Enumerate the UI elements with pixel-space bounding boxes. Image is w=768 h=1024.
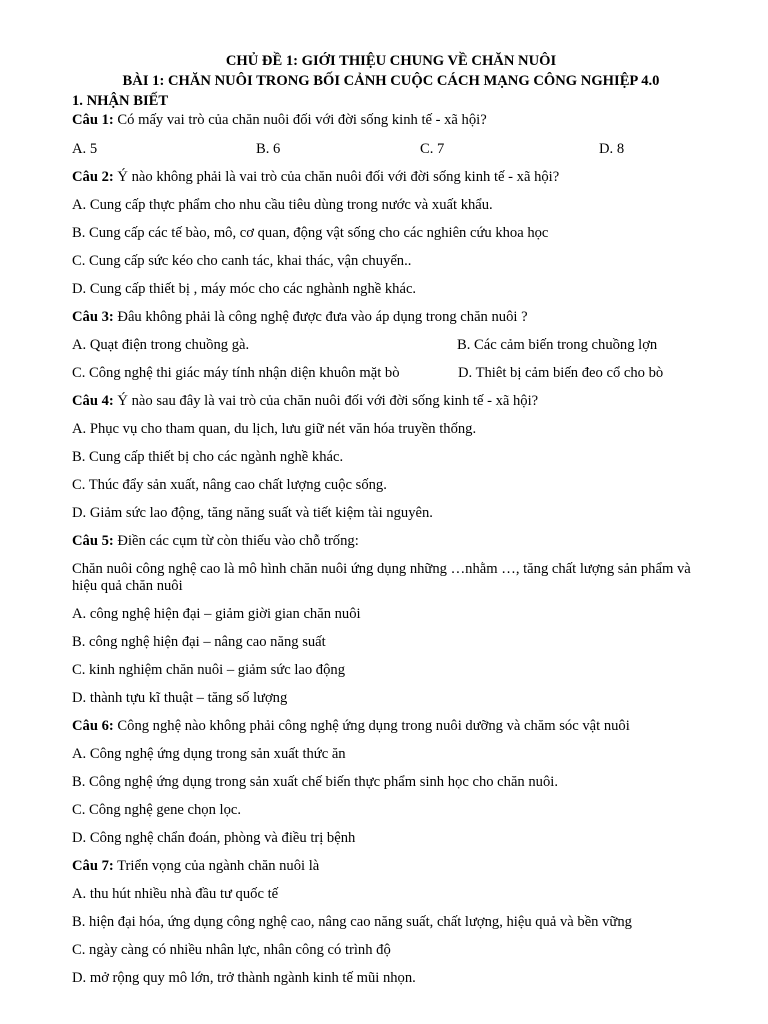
question-label: Câu 7: bbox=[72, 858, 114, 874]
option-a: A. thu hút nhiều nhà đầu tư quốc tế bbox=[72, 886, 279, 902]
option-b: B. 6 bbox=[256, 141, 281, 157]
question-label: Câu 6: bbox=[72, 718, 114, 734]
option-d: D. Công nghệ chẩn đoán, phòng và điều trị bệnh bbox=[72, 830, 356, 846]
question-label: Câu 2: bbox=[72, 169, 114, 185]
topic-title: CHỦ ĐỀ 1: GIỚI THIỆU CHUNG VỀ CHĂN NUÔI bbox=[225, 53, 557, 69]
options-row bbox=[72, 365, 710, 382]
option-b: B. hiện đại hóa, ứng dụng công nghệ cao, nâng cao năng suất, chất lượng, hiệu quả và bền vững bbox=[72, 914, 632, 930]
option-b: B. Cung cấp các tế bào, mô, cơ quan, động vật sống cho các nghiên cứu khoa học bbox=[72, 225, 549, 241]
option-d: D. mở rộng quy mô lớn, trở thành ngành kinh tế mũi nhọn. bbox=[72, 970, 416, 986]
option-b: B. Các cảm biến trong chuồng lợn bbox=[457, 337, 658, 353]
section-heading: 1. NHẬN BIẾT bbox=[72, 93, 169, 109]
option-a: A. 5 bbox=[72, 141, 98, 157]
question-text: Triển vọng của ngành chăn nuôi là bbox=[113, 858, 320, 874]
option-a: A. Phục vụ cho tham quan, du lịch, lưu giữ nét văn hóa truyền thống. bbox=[72, 421, 477, 437]
option-c: C. 7 bbox=[420, 141, 445, 157]
option-b: B. Công nghệ ứng dụng trong sản xuất chế biến thực phẩm sinh học cho chăn nuôi. bbox=[72, 774, 558, 790]
question-stem-continued: hiệu quả chăn nuôi bbox=[72, 578, 183, 594]
option-b: B. Cung cấp thiết bị cho các ngành nghề khác. bbox=[72, 449, 344, 465]
question-3 bbox=[72, 309, 710, 326]
question-5 bbox=[72, 533, 710, 550]
question-1 bbox=[72, 112, 710, 129]
option-a: A. công nghệ hiện đại – giảm giời gian chăn nuôi bbox=[72, 606, 361, 622]
lesson-title: BÀI 1: CHĂN NUÔI TRONG BỐI CẢNH CUỘC CÁCH MẠNG CÔNG NGHIỆP 4.0 bbox=[122, 73, 660, 89]
question-text: Có mấy vai trò của chăn nuôi đối với đời sống kinh tế - xã hội? bbox=[113, 112, 487, 128]
option-b: B. công nghệ hiện đại – nâng cao năng suất bbox=[72, 634, 326, 650]
option-d: D. Cung cấp thiết bị , máy móc cho các nghành nghề khác. bbox=[72, 281, 417, 297]
question-stem: Chăn nuôi công nghệ cao là mô hình chăn nuôi ứng dụng những …nhằm …, tăng chất lượng sản phẩm và bbox=[72, 561, 691, 577]
option-d: D. thành tựu kĩ thuật – tăng số lượng bbox=[72, 690, 288, 706]
option-d: D. Thiêt bị cảm biến đeo cổ cho bò bbox=[458, 365, 664, 381]
option-d: D. Giảm sức lao động, tăng năng suất và tiết kiệm tài nguyên. bbox=[72, 505, 433, 521]
option-d: D. 8 bbox=[599, 141, 625, 157]
option-a: A. Công nghệ ứng dụng trong sản xuất thức ăn bbox=[72, 746, 346, 762]
question-text: Công nghệ nào không phải công nghệ ứng dụng trong nuôi dưỡng và chăm sóc vật nuôi bbox=[113, 718, 630, 734]
option-a: A. Quạt điện trong chuồng gà. bbox=[72, 337, 250, 353]
question-text: Đâu không phải là công nghệ được đưa vào áp dụng trong chăn nuôi ? bbox=[113, 309, 528, 325]
option-c: C. Cung cấp sức kéo cho canh tác, khai thác, vận chuyển.. bbox=[72, 253, 412, 269]
question-text: Ý nào không phải là vai trò của chăn nuôi đối với đời sống kinh tế - xã hội? bbox=[113, 169, 560, 185]
option-c: C. ngày càng có nhiều nhân lực, nhân công có trình độ bbox=[72, 942, 391, 958]
question-label: Câu 1: bbox=[72, 112, 114, 128]
question-label: Câu 3: bbox=[72, 309, 114, 325]
question-text: Ý nào sau đây là vai trò của chăn nuôi đối với đời sống kinh tế - xã hội? bbox=[113, 393, 539, 409]
option-a: A. Cung cấp thực phẩm cho nhu cầu tiêu dùng trong nước và xuất khẩu. bbox=[72, 197, 493, 213]
question-6 bbox=[72, 718, 710, 735]
question-2 bbox=[72, 169, 710, 186]
options-row bbox=[72, 141, 710, 158]
question-label: Câu 4: bbox=[72, 393, 114, 409]
option-c: C. Công nghệ thi giác máy tính nhận diện khuôn mặt bò bbox=[72, 365, 400, 381]
options-row bbox=[72, 337, 710, 354]
option-c: C. Công nghệ gene chọn lọc. bbox=[72, 802, 242, 818]
question-text: Điền các cụm từ còn thiếu vào chỗ trống: bbox=[113, 533, 359, 549]
question-label: Câu 5: bbox=[72, 533, 114, 549]
option-c: C. Thúc đẩy sản xuất, nâng cao chất lượng cuộc sống. bbox=[72, 477, 387, 493]
question-7 bbox=[72, 858, 710, 875]
option-c: C. kinh nghiệm chăn nuôi – giảm sức lao động bbox=[72, 662, 345, 678]
question-4 bbox=[72, 393, 710, 410]
